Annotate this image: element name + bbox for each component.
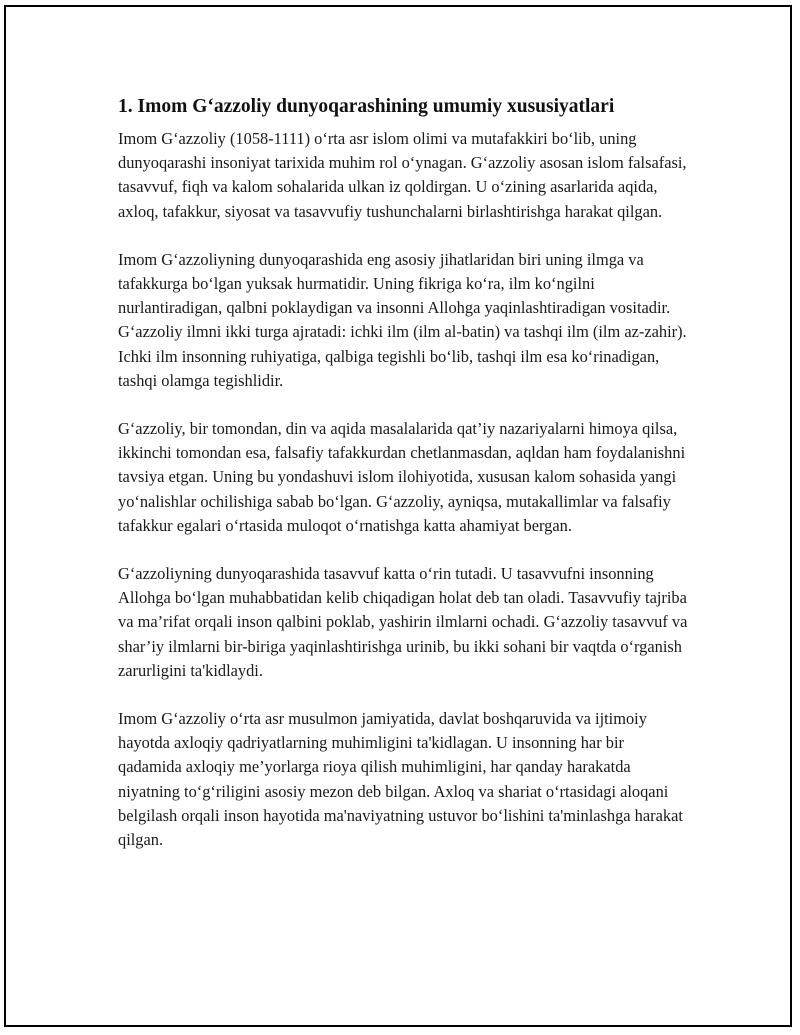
paragraph-2: Imom G‘azzoliyning dunyoqarashida eng asosiy jihatlaridan biri uning ilmga va tafakkurga bo‘lgan yuksak hurmatidir. Uning fikriga ko‘ra, ilm ko‘ngilni nurlantiradigan, qalbni poklaydigan va insonni Allohga yaqinlashtiradigan vositadir. G‘azzoliy ilmni ikki turga ajratadi: ichki ilm (ilm al-batin) va tashqi ilm (ilm az-zahir). Ichki ilm insonning ruhiyatiga, qalbiga tegishli bo‘lib, tashqi ilm esa ko‘rinadigan, tashqi olamga tegishlidir. xyxy=(118,249,687,390)
paragraph-5: Imom G‘azzoliy o‘rta asr musulmon jamiyatida, davlat boshqaruvida va ijtimoiy hayotda axloqiy qadriyatlarning muhimligini ta'kidlagan. U insonning har bir qadamida axloqiy me’yorlarga rioya qilish muhimligini, har qanday harakatda niyatning to‘g‘riligini asosiy mezon deb bilgan. Axloq va shariat o‘rtasidagi aloqani belgilash orqali inson hayotida ma'naviyatning ustuvor bo‘lishini ta'minlashga harakat qilgan. xyxy=(118,709,683,850)
section-heading: 1. Imom G‘azzoliy dunyoqarashining umumiy xususiyatlari xyxy=(118,96,615,117)
paragraph-3: G‘azzoliy, bir tomondan, din va aqida masalalarida qat’iy nazariyalarni himoya qilsa, ikkinchi tomondan esa, falsafiy tafakkurdan chetlanmasdan, aqldan ham foydalanishni tavsiya etgan. Uning bu yondashuvi islom ilohiyotida, xususan kalom sohasida yangi yo‘nalishlar ochilishiga sabab bo‘lgan. G‘azzoliy, ayniqsa, mutakallimlar va falsafiy tafakkur egalari o‘rtasida muloqot o‘rnatishga katta ahamiyat bergan. xyxy=(118,419,686,535)
paragraph-4: G‘azzoliyning dunyoqarashida tasavvuf katta o‘rin tutadi. U tasavvufni insonning Allohga bo‘lgan muhabbatidan kelib chiqadigan holat deb tan oladi. Tasavvufiy tajriba va ma’rifat orqali inson qalbini poklab, yashirin ilmlarni ochadi. G‘azzoliy tasavvuf va shar’iy ilmlarni bir-biriga yaqinlashtirishga urinib, bu ikki sohani bir vaqtda o‘rganish zarurligini ta'kidlaydi. xyxy=(118,564,688,680)
document-body xyxy=(118,94,690,876)
paragraph-1: Imom G‘azzoliy (1058-1111) o‘rta asr islom olimi va mutafakkiri bo‘lib, uning dunyoqarashi insoniyat tarixida muhim rol o‘ynagan. G‘azzoliy asosan islom falsafasi, tasavvuf, fiqh va kalom sohalarida ulkan iz qoldirgan. U o‘zining asarlarida aqida, axloq, tafakkur, siyosat va tasavvufiy tushunchalarni birlashtirishga harakat qilgan. xyxy=(118,129,687,221)
